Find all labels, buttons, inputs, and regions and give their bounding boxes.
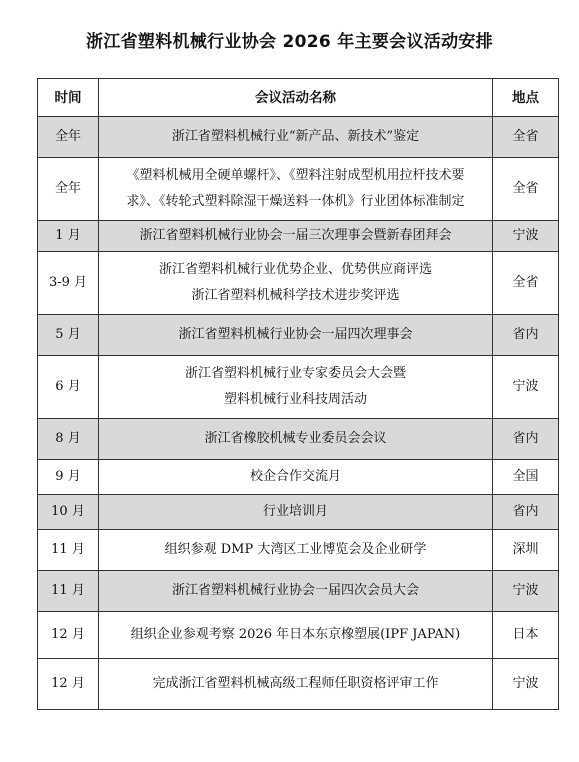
activity-name-line: 浙江省塑料机械行业优势企业、优势供应商评选 bbox=[158, 262, 432, 277]
cell-activity-name bbox=[99, 659, 493, 710]
table-row bbox=[38, 495, 559, 530]
cell-time: 10 月 bbox=[38, 495, 99, 530]
cell-activity-name bbox=[99, 612, 493, 659]
activity-name-line: 浙江省塑料机械行业协会一届四次理事会 bbox=[178, 327, 413, 342]
activity-name-line: 组织参观 DMP 大湾区工业博览会及企业研学 bbox=[164, 542, 427, 557]
cell-time: 5 月 bbox=[38, 315, 99, 356]
activity-name-line: 浙江省塑料机械行业协会一届三次理事会暨新春团拜会 bbox=[139, 228, 452, 243]
cell-location: 省内 bbox=[493, 419, 559, 460]
cell-activity-name bbox=[99, 571, 493, 612]
cell-time: 11 月 bbox=[38, 571, 99, 612]
activity-name-line: 组织企业参观考察 2026 年日本东京橡塑展(IPF JAPAN) bbox=[130, 627, 461, 642]
cell-location: 省内 bbox=[493, 495, 559, 530]
cell-time: 9 月 bbox=[38, 460, 99, 495]
cell-time: 11 月 bbox=[38, 530, 99, 571]
cell-location: 宁波 bbox=[493, 571, 559, 612]
cell-time: 12 月 bbox=[38, 612, 99, 659]
cell-activity-name bbox=[99, 356, 493, 419]
table-row bbox=[38, 117, 559, 158]
table-row bbox=[38, 252, 559, 315]
activity-name-line: 《塑料机械用全硬单螺杆》、《塑料注射成型机用拉杆技术要 bbox=[126, 168, 465, 183]
table-row bbox=[38, 158, 559, 221]
activity-name-line: 浙江省塑料机械行业协会一届四次会员大会 bbox=[171, 583, 419, 598]
cell-location: 全省 bbox=[493, 158, 559, 221]
cell-activity-name bbox=[99, 530, 493, 571]
cell-location: 宁波 bbox=[493, 221, 559, 252]
cell-time: 8 月 bbox=[38, 419, 99, 460]
cell-time: 6 月 bbox=[38, 356, 99, 419]
activity-name-line: 完成浙江省塑料机械高级工程师任职资格评审工作 bbox=[152, 676, 439, 691]
table-row bbox=[38, 530, 559, 571]
table-row bbox=[38, 659, 559, 710]
table-row bbox=[38, 571, 559, 612]
schedule-table bbox=[37, 78, 559, 710]
cell-activity-name bbox=[99, 252, 493, 315]
cell-time: 3-9 月 bbox=[38, 252, 99, 315]
activity-name-line: 校企合作交流月 bbox=[249, 469, 341, 484]
cell-time: 全年 bbox=[38, 158, 99, 221]
document-title: 浙江省塑料机械行业协会 2026 年主要会议活动安排 bbox=[86, 32, 493, 52]
activity-name-line: 浙江省塑料机械行业“新产品、新技术”鉴定 bbox=[171, 129, 420, 144]
cell-time: 12 月 bbox=[38, 659, 99, 710]
header-activity-name: 会议活动名称 bbox=[99, 79, 493, 117]
table-row bbox=[38, 356, 559, 419]
cell-location: 宁波 bbox=[493, 659, 559, 710]
table-row bbox=[38, 221, 559, 252]
cell-activity-name bbox=[99, 460, 493, 495]
cell-time: 1 月 bbox=[38, 221, 99, 252]
cell-location: 全省 bbox=[493, 117, 559, 158]
cell-activity-name bbox=[99, 315, 493, 356]
table-body bbox=[38, 117, 559, 710]
cell-location: 日本 bbox=[493, 612, 559, 659]
table-header-row bbox=[38, 79, 559, 117]
cell-location: 全省 bbox=[493, 252, 559, 315]
header-time: 时间 bbox=[38, 79, 99, 117]
table-row bbox=[38, 419, 559, 460]
cell-time: 全年 bbox=[38, 117, 99, 158]
cell-location: 全国 bbox=[493, 460, 559, 495]
activity-name-line: 浙江省塑料机械科学技术进步奖评选 bbox=[191, 288, 400, 303]
cell-activity-name bbox=[99, 117, 493, 158]
activity-name-line: 浙江省塑料机械行业专家委员会大会暨 bbox=[184, 366, 406, 381]
activity-name-line: 行业培训月 bbox=[262, 504, 328, 519]
cell-location: 宁波 bbox=[493, 356, 559, 419]
table-row bbox=[38, 315, 559, 356]
cell-activity-name bbox=[99, 495, 493, 530]
header-location: 地点 bbox=[493, 79, 559, 117]
table-row bbox=[38, 460, 559, 495]
cell-activity-name bbox=[99, 158, 493, 221]
activity-name-line: 求》、《转轮式塑料除湿干燥送料一体机》行业团体标准制定 bbox=[126, 194, 465, 209]
cell-location: 省内 bbox=[493, 315, 559, 356]
activity-name-line: 塑料机械行业科技周活动 bbox=[223, 392, 367, 407]
table-row bbox=[38, 612, 559, 659]
activity-name-line: 浙江省橡胶机械专业委员会会议 bbox=[204, 431, 387, 446]
cell-activity-name bbox=[99, 221, 493, 252]
cell-activity-name bbox=[99, 419, 493, 460]
cell-location: 深圳 bbox=[493, 530, 559, 571]
